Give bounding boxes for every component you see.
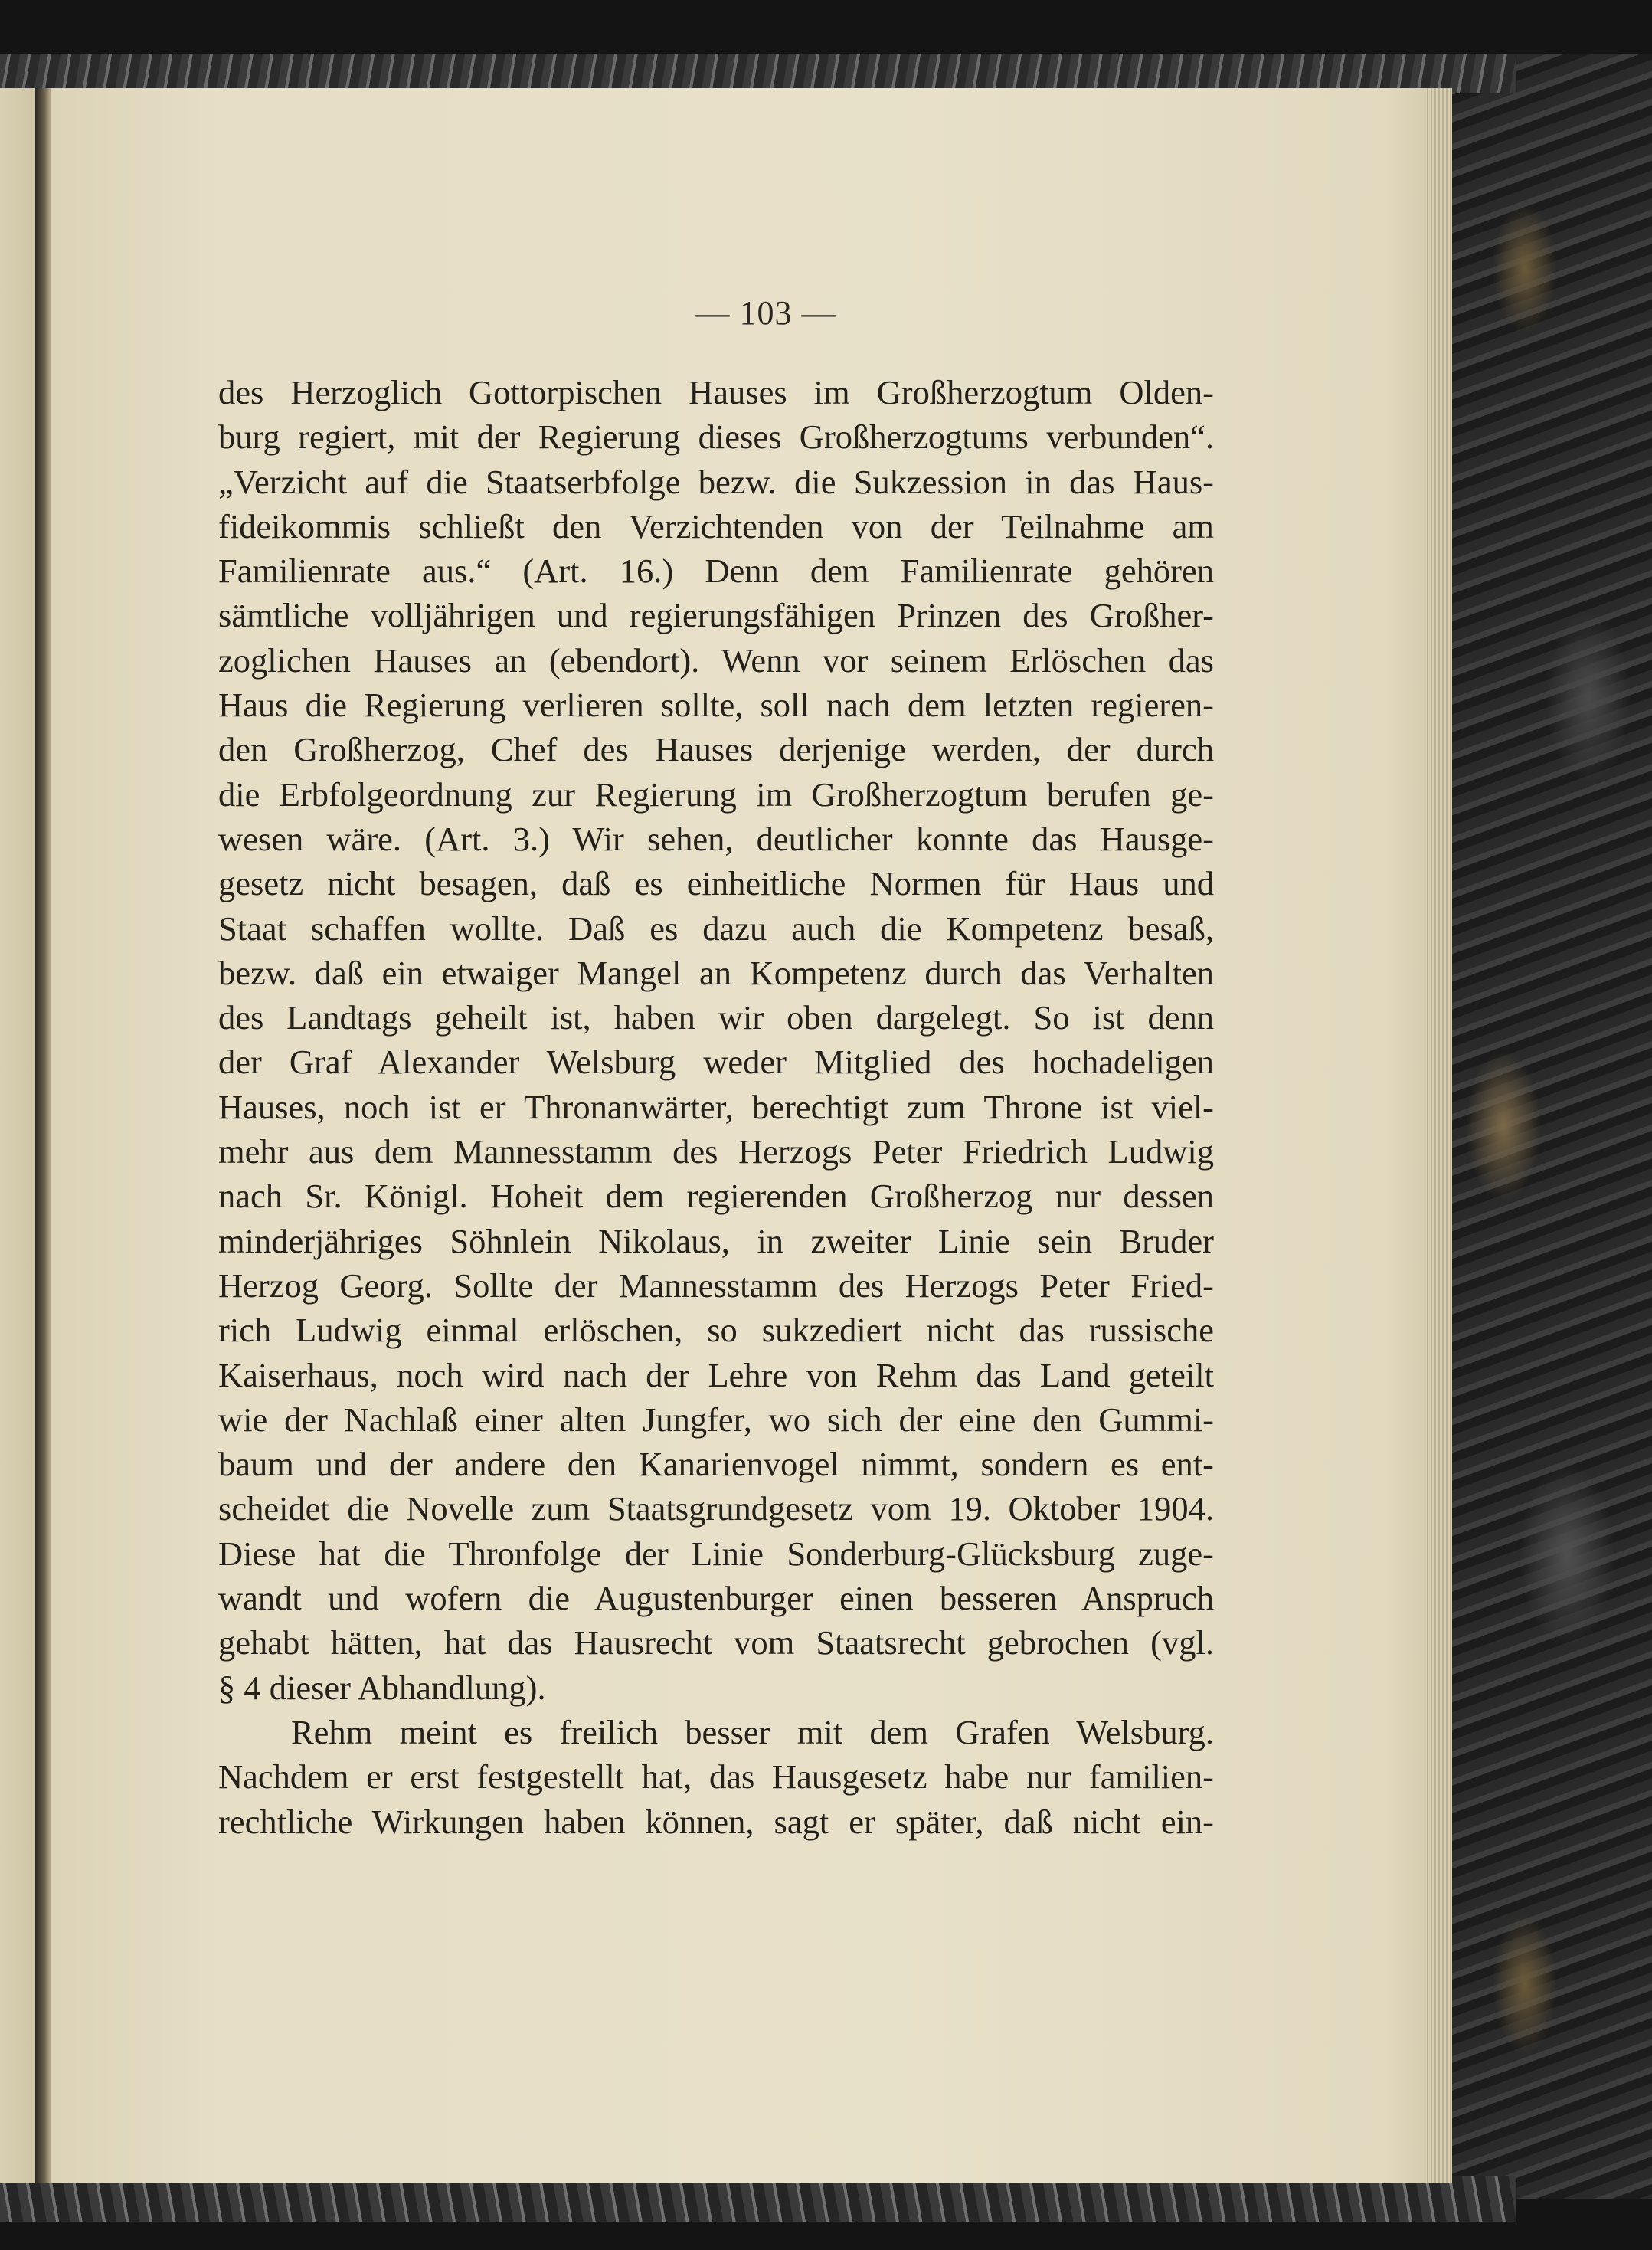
text-line: burg regiert, mit der Regierung dieses Großherzogtums verbunden“.	[218, 418, 1214, 457]
text-line: den Großherzog, Chef des Hauses derjenige werden, der durch	[218, 730, 1214, 769]
text-line: Diese hat die Thronfolge der Linie Sonderburg-Glücksburg zuge-	[218, 1534, 1214, 1573]
text-line: rechtliche Wirkungen haben können, sagt er später, daß nicht ein-	[218, 1802, 1214, 1841]
text-line: nach Sr. Königl. Hoheit dem regierenden Großherzog nur dessen	[218, 1177, 1214, 1216]
text-line: gesetz nicht besagen, daß es einheitliche Normen für Haus und	[218, 864, 1214, 903]
text-line: mehr aus dem Mannesstamm des Herzogs Peter Friedrich Ludwig	[218, 1132, 1214, 1171]
text-line: Kaiserhaus, noch wird nach der Lehre von Rehm das Land geteilt	[218, 1355, 1214, 1394]
text-line: Rehm meint es freilich besser mit dem Grafen Welsburg.	[291, 1712, 1214, 1751]
text-line: Nachdem er erst festgestellt hat, das Hausgesetz habe nur familien-	[218, 1757, 1214, 1796]
text-line: Herzog Georg. Sollte der Mannesstamm des Herzogs Peter Fried-	[218, 1266, 1214, 1305]
text-line: der Graf Alexander Welsburg weder Mitglied des hochadeligen	[218, 1043, 1214, 1082]
text-line: scheidet die Novelle zum Staatsgrundgesetz vom 19. Oktober 1904.	[218, 1489, 1214, 1528]
text-line: Familienrate aus.“ (Art. 16.) Denn dem Familienrate gehören	[218, 552, 1214, 591]
text-line: § 4 dieser Abhandlung).	[218, 1668, 546, 1707]
text-line: wandt und wofern die Augustenburger einen besseren Anspruch	[218, 1579, 1214, 1618]
text-line: rich Ludwig einmal erlöschen, so sukzediert nicht das russische	[218, 1311, 1214, 1350]
text-line: minderjähriges Söhnlein Nikolaus, in zweiter Linie sein Bruder	[218, 1221, 1214, 1260]
text-line: des Herzoglich Gottorpischen Hauses im Großherzogtum Olden-	[218, 373, 1214, 411]
text-line: Hauses, noch ist er Thronanwärter, berechtigt zum Throne ist viel-	[218, 1087, 1214, 1126]
page-stack-edge	[1425, 88, 1452, 2183]
text-line: gehabt hätten, hat das Hausrecht vom Staatsrecht gebrochen (vgl.	[218, 1623, 1214, 1662]
body-text	[218, 370, 1214, 1844]
text-line: fideikommis schließt den Verzichtenden von der Teilnahme am	[218, 506, 1214, 545]
page-number: — 103 —	[695, 294, 836, 332]
text-line: bezw. daß ein etwaiger Mangel an Kompetenz durch das Verhalten	[218, 953, 1214, 992]
text-line: Haus die Regierung verlieren sollte, soll nach dem letzten regieren-	[218, 686, 1214, 725]
text-line: des Landtags geheilt ist, haben wir oben dargelegt. So ist denn	[218, 998, 1214, 1037]
text-line: sämtliche volljährigen und regierungsfähigen Prinzen des Großher-	[218, 596, 1214, 635]
facing-page-edge	[0, 88, 35, 2183]
text-line: zoglichen Hauses an (ebendort). Wenn vor seinem Erlöschen das	[218, 640, 1214, 680]
text-line: Staat schaffen wollte. Daß es dazu auch die Kompetenz besaß,	[218, 909, 1214, 948]
text-line: „Verzicht auf die Staatserbfolge bezw. die Sukzession in das Haus-	[218, 462, 1214, 501]
marbled-cover-board	[1440, 54, 1652, 2199]
text-line: baum und der andere den Kanarienvogel nimmt, sondern es ent-	[218, 1445, 1214, 1484]
text-line: die Erbfolgeordnung zur Regierung im Großherzogtum berufen ge-	[218, 775, 1214, 814]
text-line: wesen wäre. (Art. 3.) Wir sehen, deutlicher konnte das Hausge-	[218, 819, 1214, 858]
book-gutter	[35, 88, 51, 2183]
text-line: wie der Nachlaß einer alten Jungfer, wo sich der eine den Gummi-	[218, 1400, 1214, 1439]
